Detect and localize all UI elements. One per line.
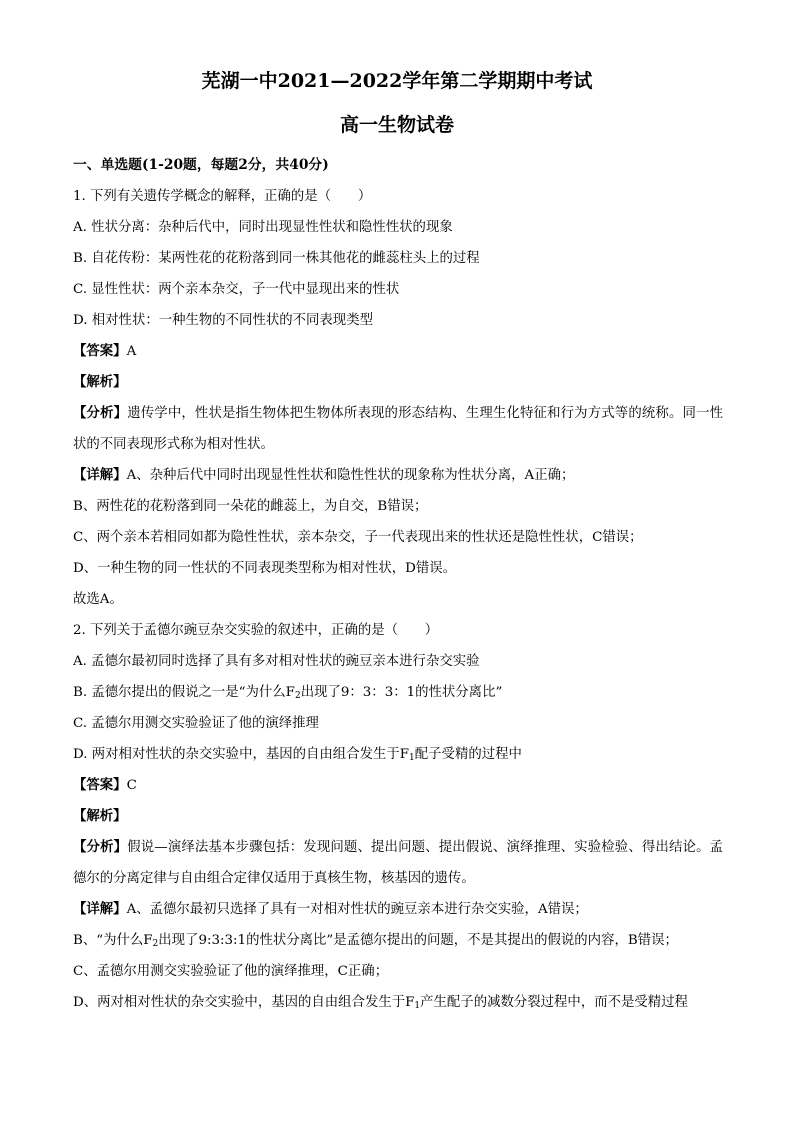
answer-label: 【答案】 [73,777,127,793]
q2-answer [73,770,723,801]
q2-option-b [73,677,723,708]
xiangjie-label: 【详解】 [73,467,127,483]
q2-option-b-sub: 2 [294,691,301,701]
q1-stem: 1. 下列有关遗传学概念的解释，正确的是（ ） [73,189,372,204]
q1-analysis-label: 【解析】 [73,374,127,390]
q2-option-d-sub: 1 [409,753,415,763]
q1-fenxi [73,398,723,460]
q2-xiangjie-d-sub: 1 [414,1001,421,1011]
q2-stem: 2. 下列关于孟德尔豌豆杂交实验的叙述中，正确的是（ ） [73,623,439,638]
section-heading: 一、单选题(1-20题，每题2分，共40分) [73,157,329,173]
answer-label: 【答案】 [73,343,127,359]
q2-xiangjie-d-post: 产生配子的减数分裂过程中，而不是受精过程 [420,995,688,1010]
fenxi-text: 遗传学中，性状是指生物体把生物体所表现的形态结构、生理生化特征和行为方式等的统称。同一性状的不同表现形式称为相对性状。 [73,406,723,452]
q1-conclusion: 故选A。 [73,592,123,607]
q2-option-a: A. 孟德尔最初同时选择了具有多对相对性状的豌豆亲本进行杂交实验 [73,654,480,669]
q2-analysis-label: 【解析】 [73,808,127,824]
document-body [73,150,723,1018]
page-subtitle: 高一生物试卷 [339,114,454,136]
q1-xiangjie-c: C、两个亲本若相同如都为隐性性状，亲本杂交，子一代表现出来的性状还是隐性性状，C错误； [73,530,643,545]
fenxi-label: 【分析】 [73,405,128,421]
q2-option-b-post: 出现了9：3：3：1的性状分离比” [300,685,503,700]
q2-option-c: C. 孟德尔用测交实验验证了他的演绎推理 [73,716,319,731]
q2-xiangjie-b-sub: 2 [152,939,159,949]
q1-option-d: D. 相对性状：一种生物的不同性状的不同表现类型 [73,313,373,328]
q2-option-d-pre: D. 两对相对性状的杂交实验中，基因的自由组合发生于F [73,747,410,762]
q2-fenxi [73,832,723,894]
q1-option-b: B. 自花传粉：某两性花的花粉落到同一株其他花的雌蕊柱头上的过程 [73,251,480,266]
q2-option-b-pre: B. 孟德尔提出的假说之一是“为什么F [73,685,295,700]
q2-option-d [73,739,723,770]
q1-xiangjie-a [73,460,723,491]
xiangjie-text: A、杂种后代中同时出现显性性状和隐性性状的现象称为性状分离，A正确； [126,468,575,483]
q2-xiangjie-c: C、孟德尔用测交实验验证了他的演绎推理，C正确； [73,964,389,979]
q2-xiangjie-d-pre: D、两对相对性状的杂交实验中，基因的自由组合发生于F [73,995,415,1010]
q2-xiangjie-b-pre: B、“为什么F [73,933,153,948]
answer-value: A [126,344,137,359]
q2-xiangjie-d [73,987,723,1018]
answer-value: C [126,778,137,793]
q2-option-d-post: 配子受精的过程中 [414,747,522,762]
q1-xiangjie-d: D、一种生物的同一性状的不同表现类型称为相对性状，D错误。 [73,561,457,576]
q2-xiangjie-a [73,894,723,925]
page-title: 芜湖一中2021—2022学年第二学期期中考试 [201,70,593,92]
q1-answer [73,336,723,367]
q1-option-a: A. 性状分离：杂种后代中，同时出现显性性状和隐性性状的现象 [73,220,453,235]
q2-xiangjie-b [73,925,723,956]
xiangjie-label: 【详解】 [73,901,127,917]
q2-xiangjie-b-post: 出现了9:3:3:1的性状分离比”是孟德尔提出的问题，不是其提出的假说的内容，B错误； [158,933,678,948]
q1-option-c: C. 显性性状：两个亲本杂交，子一代中显现出来的性状 [73,282,400,297]
fenxi-label: 【分析】 [73,839,128,855]
fenxi-text: 假说—演绎法基本步骤包括：发现问题、提出问题、提出假说、演绎推理、实验检验、得出结论。孟德尔的分离定律与自由组合定律仅适用于真核生物，核基因的遗传。 [73,840,723,886]
q1-xiangjie-b: B、两性花的花粉落到同一朵花的雌蕊上，为自交，B错误； [73,499,428,514]
xiangjie-text: A、孟德尔最初只选择了具有一对相对性状的豌豆亲本进行杂交实验，A错误； [126,902,588,917]
